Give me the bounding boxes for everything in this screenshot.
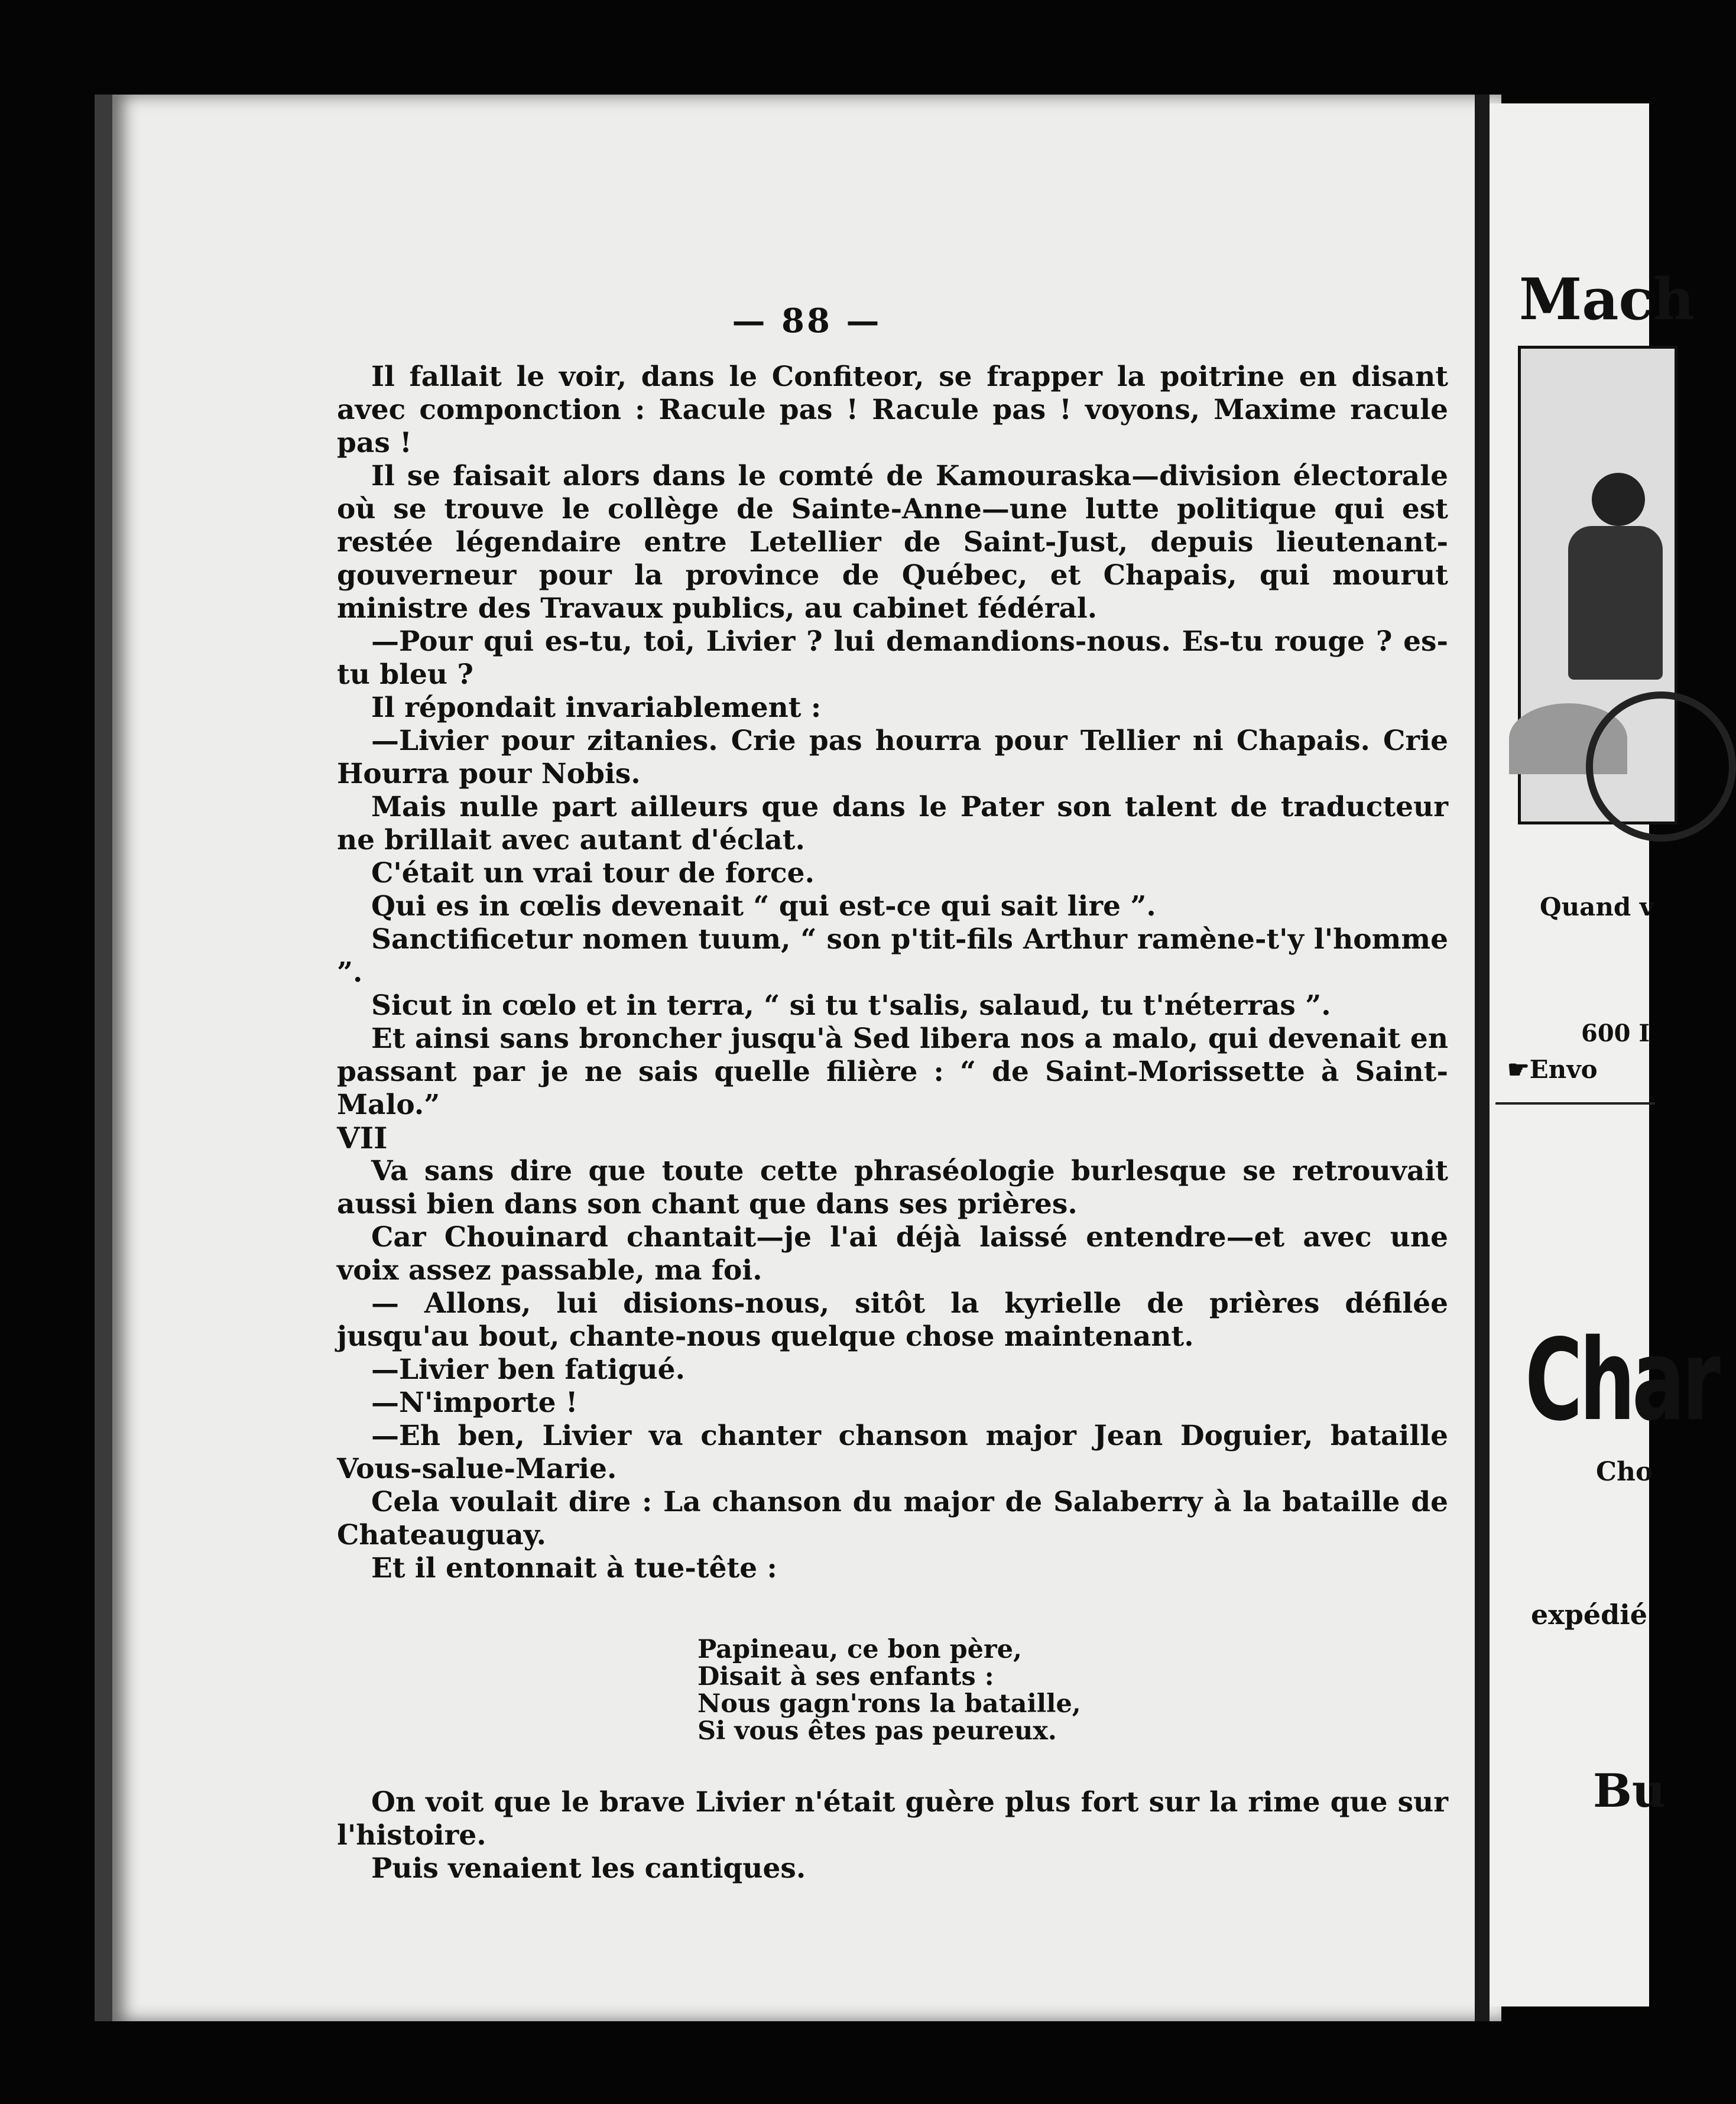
ad-text-600: 600 I bbox=[1581, 1019, 1650, 1047]
paragraph: Sicut in cœlo et in terra, “ si tu t'salis, salaud, tu t'néterras ”. bbox=[371, 989, 1331, 1022]
ad-text-envoi-label: Envo bbox=[1529, 1055, 1598, 1084]
verse-line: Nous gagn'rons la bataille, bbox=[697, 1689, 1081, 1719]
paragraph: Sanctificetur nomen tuum, “ son p'tit-fils Arthur ramène-t'y l'homme ”. bbox=[337, 923, 1448, 989]
paragraph: Puis venaient les cantiques. bbox=[371, 1852, 806, 1885]
paragraph: Il fallait le voir, dans le Confiteor, se frapper la poitrine en disant avec componction : Racule pas ! Racule pas ! voyons, Maxime racule pas ! bbox=[337, 361, 1448, 459]
ad-text-cho: Cho bbox=[1596, 1457, 1653, 1487]
paragraph: Cela voulait dire : La chanson du major de Salaberry à la bataille de Chateauguay. bbox=[337, 1486, 1448, 1551]
book-gutter bbox=[1475, 95, 1490, 2021]
section-heading: VII bbox=[337, 1121, 388, 1155]
ad-text-envoi bbox=[1507, 1055, 1598, 1084]
paragraph: On voit que le brave Livier n'était guère plus fort sur la rime que sur l'histoire. bbox=[337, 1786, 1448, 1852]
paragraph: Car Chouinard chantait—je l'ai déjà laissé entendre—et avec une voix assez passable, ma foi. bbox=[337, 1221, 1448, 1287]
page-number: — 88 — bbox=[732, 301, 882, 340]
paragraph: —Pour qui es-tu, toi, Livier ? lui demandions-nous. Es-tu rouge ? es-tu bleu ? bbox=[337, 625, 1448, 691]
verse-line: Papineau, ce bon père, bbox=[697, 1635, 1023, 1664]
bicycle-wheel-icon bbox=[1586, 691, 1736, 842]
ad-divider bbox=[1495, 1102, 1655, 1105]
ad-illustration bbox=[1518, 346, 1677, 824]
paragraph: Qui es in cœlis devenait “ qui est-ce qui sait lire ”. bbox=[371, 890, 1156, 923]
book-page-right bbox=[1490, 103, 1718, 2006]
paragraph: —Eh ben, Livier va chanter chanson major Jean Doguier, bataille Vous-salue-Marie. bbox=[337, 1420, 1448, 1485]
ad-title: Mach bbox=[1519, 266, 1695, 333]
ad-text-expedie: expédié bbox=[1531, 1599, 1648, 1631]
paragraph: Va sans dire que toute cette phraséologie burlesque se retrouvait aussi bien dans son chant que dans ses prières. bbox=[337, 1155, 1448, 1220]
book-page-left bbox=[95, 95, 1501, 2021]
paragraph: Il se faisait alors dans le comté de Kamouraska—division électorale où se trouve le collège de Sainte-Anne—une lutte politique qui est restée légendaire entre Letellier de Saint-Just, depuis lieutenant-gouverneur pour la province de Québec, et Chapais, qui mourut ministre des Travaux publics, au cabinet fédéral. bbox=[337, 460, 1448, 625]
paragraph: Et il entonnait à tue-tête : bbox=[371, 1552, 777, 1585]
pointing-hand-icon: ☛ bbox=[1507, 1055, 1530, 1084]
paragraph: Et ainsi sans broncher jusqu'à Sed libera nos a malo, qui devenait en passant par je ne sais quelle filière : “ de Saint-Morissette à Saint-Malo.” bbox=[337, 1022, 1448, 1121]
paragraph: Mais nulle part ailleurs que dans le Pater son talent de traducteur ne brillait avec autant d'éclat. bbox=[337, 791, 1448, 856]
paragraph: —Livier ben fatigué. bbox=[371, 1353, 685, 1386]
ad-big-word: Char bbox=[1525, 1315, 1718, 1446]
page-body bbox=[337, 361, 1448, 1885]
illustration-body bbox=[1568, 526, 1663, 680]
song-verse bbox=[697, 1636, 1448, 1745]
ad-text-quand: Quand v bbox=[1540, 892, 1654, 921]
paragraph: —Livier pour zitanies. Crie pas hourra pour Tellier ni Chapais. Crie Hourra pour Nobis. bbox=[337, 725, 1448, 790]
paragraph: — Allons, lui disions-nous, sitôt la kyrielle de prières défilée jusqu'au bout, chante-nous quelque chose maintenant. bbox=[337, 1287, 1448, 1353]
verse-line: Disait à ses enfants : bbox=[697, 1662, 994, 1691]
illustration-head bbox=[1592, 473, 1645, 526]
paragraph: C'était un vrai tour de force. bbox=[371, 857, 815, 889]
verse-line: Si vous êtes pas peureux. bbox=[697, 1716, 1057, 1746]
paragraph: Il répondait invariablement : bbox=[371, 691, 822, 724]
ad-text-bu: Bu bbox=[1593, 1764, 1666, 1818]
paragraph: —N'importe ! bbox=[371, 1387, 578, 1419]
